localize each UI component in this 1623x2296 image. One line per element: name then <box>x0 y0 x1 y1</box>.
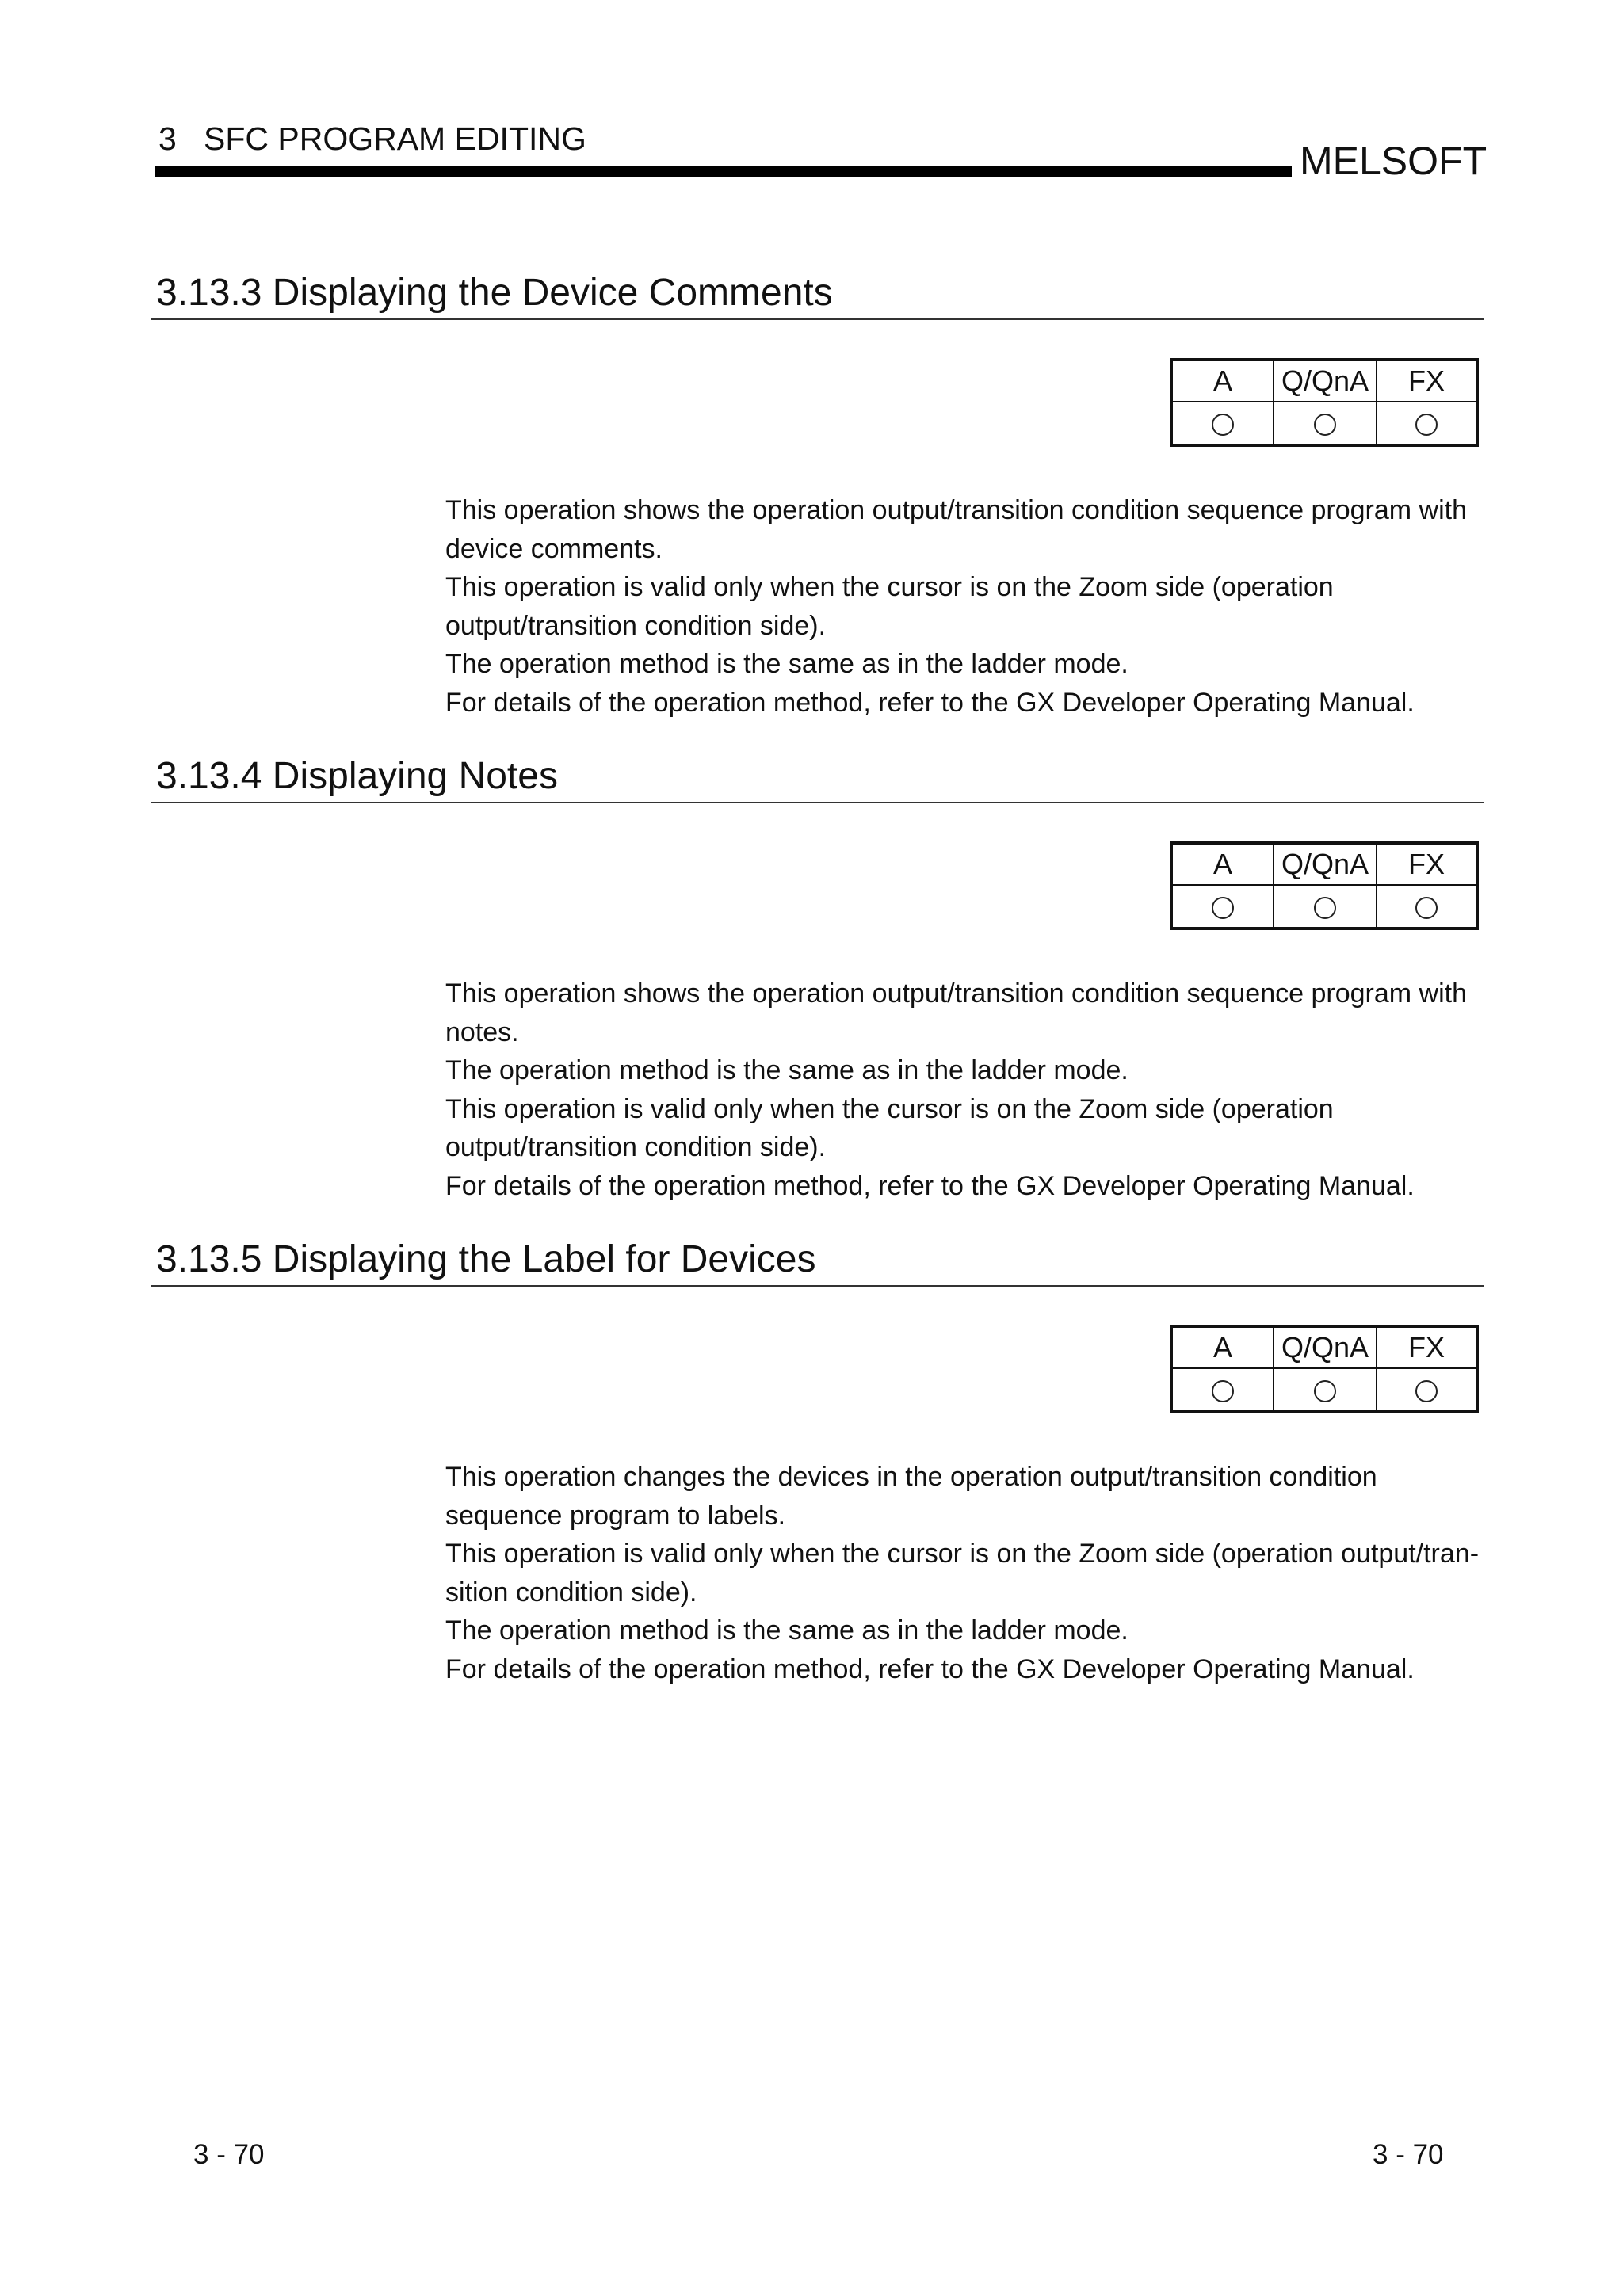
column-header-a: A <box>1171 360 1274 402</box>
text-line: This operation is valid only when the cursor is on the Zoom side (operation <box>445 1093 1334 1124</box>
chapter-title: 3 SFC PROGRAM EDITING <box>158 120 586 157</box>
section-heading: 3.13.4 Displaying Notes <box>156 755 558 797</box>
text-line: The operation method is the same as in the ladder mode. <box>445 1615 1128 1646</box>
column-header-fx: FX <box>1377 843 1477 885</box>
supported-cell <box>1377 1368 1477 1412</box>
column-header-a: A <box>1171 843 1274 885</box>
page-number-right: 3 - 70 <box>1373 2139 1444 2170</box>
circle-icon <box>1212 1380 1234 1402</box>
column-header-a: A <box>1171 1326 1274 1368</box>
brand-logo-text: MELSOFT <box>1300 139 1487 183</box>
supported-cell <box>1171 885 1274 929</box>
text-line: The operation method is the same as in the ladder mode. <box>445 1055 1128 1085</box>
text-line: For details of the operation method, refer to the GX Developer Operating Manual. <box>445 1170 1415 1201</box>
section-rule <box>151 1285 1484 1287</box>
applicability-table <box>1170 1325 1479 1413</box>
text-line: This operation changes the devices in the operation output/transition condition <box>445 1462 1377 1492</box>
header-rule <box>155 166 1292 177</box>
section-body <box>445 1458 1491 1688</box>
applicability-table <box>1170 841 1479 930</box>
supported-cell <box>1377 402 1477 445</box>
supported-cell <box>1274 402 1377 445</box>
text-line: The operation method is the same as in the ladder mode. <box>445 649 1128 679</box>
section-body <box>445 974 1491 1205</box>
text-line: For details of the operation method, refer to the GX Developer Operating Manual. <box>445 687 1415 718</box>
text-line: output/transition condition side). <box>445 610 827 641</box>
text-line: This operation is valid only when the cursor is on the Zoom side (operation <box>445 572 1334 602</box>
supported-cell <box>1171 1368 1274 1412</box>
section-rule <box>151 318 1484 320</box>
text-line: notes. <box>445 1016 519 1047</box>
circle-icon <box>1415 1380 1438 1402</box>
supported-cell <box>1274 1368 1377 1412</box>
text-line: For details of the operation method, refer to the GX Developer Operating Manual. <box>445 1653 1415 1684</box>
supported-cell <box>1171 402 1274 445</box>
section-rule <box>151 802 1484 803</box>
circle-icon <box>1415 414 1438 436</box>
column-header-qnqa: Q/QnA <box>1274 1326 1377 1368</box>
circle-icon <box>1314 414 1336 436</box>
section-heading: 3.13.5 Displaying the Label for Devices <box>156 1238 816 1280</box>
supported-cell <box>1377 885 1477 929</box>
column-header-fx: FX <box>1377 360 1477 402</box>
circle-icon <box>1415 897 1438 919</box>
circle-icon <box>1314 1380 1336 1402</box>
applicability-table <box>1170 358 1479 447</box>
text-line: This operation shows the operation output/transition condition sequence program with <box>445 495 1467 525</box>
circle-icon <box>1314 897 1336 919</box>
text-line: device comments. <box>445 533 663 564</box>
circle-icon <box>1212 414 1234 436</box>
text-line: output/transition condition side). <box>445 1132 827 1162</box>
circle-icon <box>1212 897 1234 919</box>
supported-cell <box>1274 885 1377 929</box>
text-line: This operation is valid only when the cursor is on the Zoom side (operation output/tran- <box>445 1539 1480 1569</box>
page-number-left: 3 - 70 <box>193 2139 265 2170</box>
column-header-qnqa: Q/QnA <box>1274 843 1377 885</box>
text-line: sequence program to labels. <box>445 1500 786 1531</box>
section-heading: 3.13.3 Displaying the Device Comments <box>156 272 833 314</box>
column-header-fx: FX <box>1377 1326 1477 1368</box>
text-line: This operation shows the operation output/transition condition sequence program with <box>445 978 1467 1009</box>
column-header-qnqa: Q/QnA <box>1274 360 1377 402</box>
text-line: sition condition side). <box>445 1577 697 1608</box>
section-body <box>445 491 1491 722</box>
